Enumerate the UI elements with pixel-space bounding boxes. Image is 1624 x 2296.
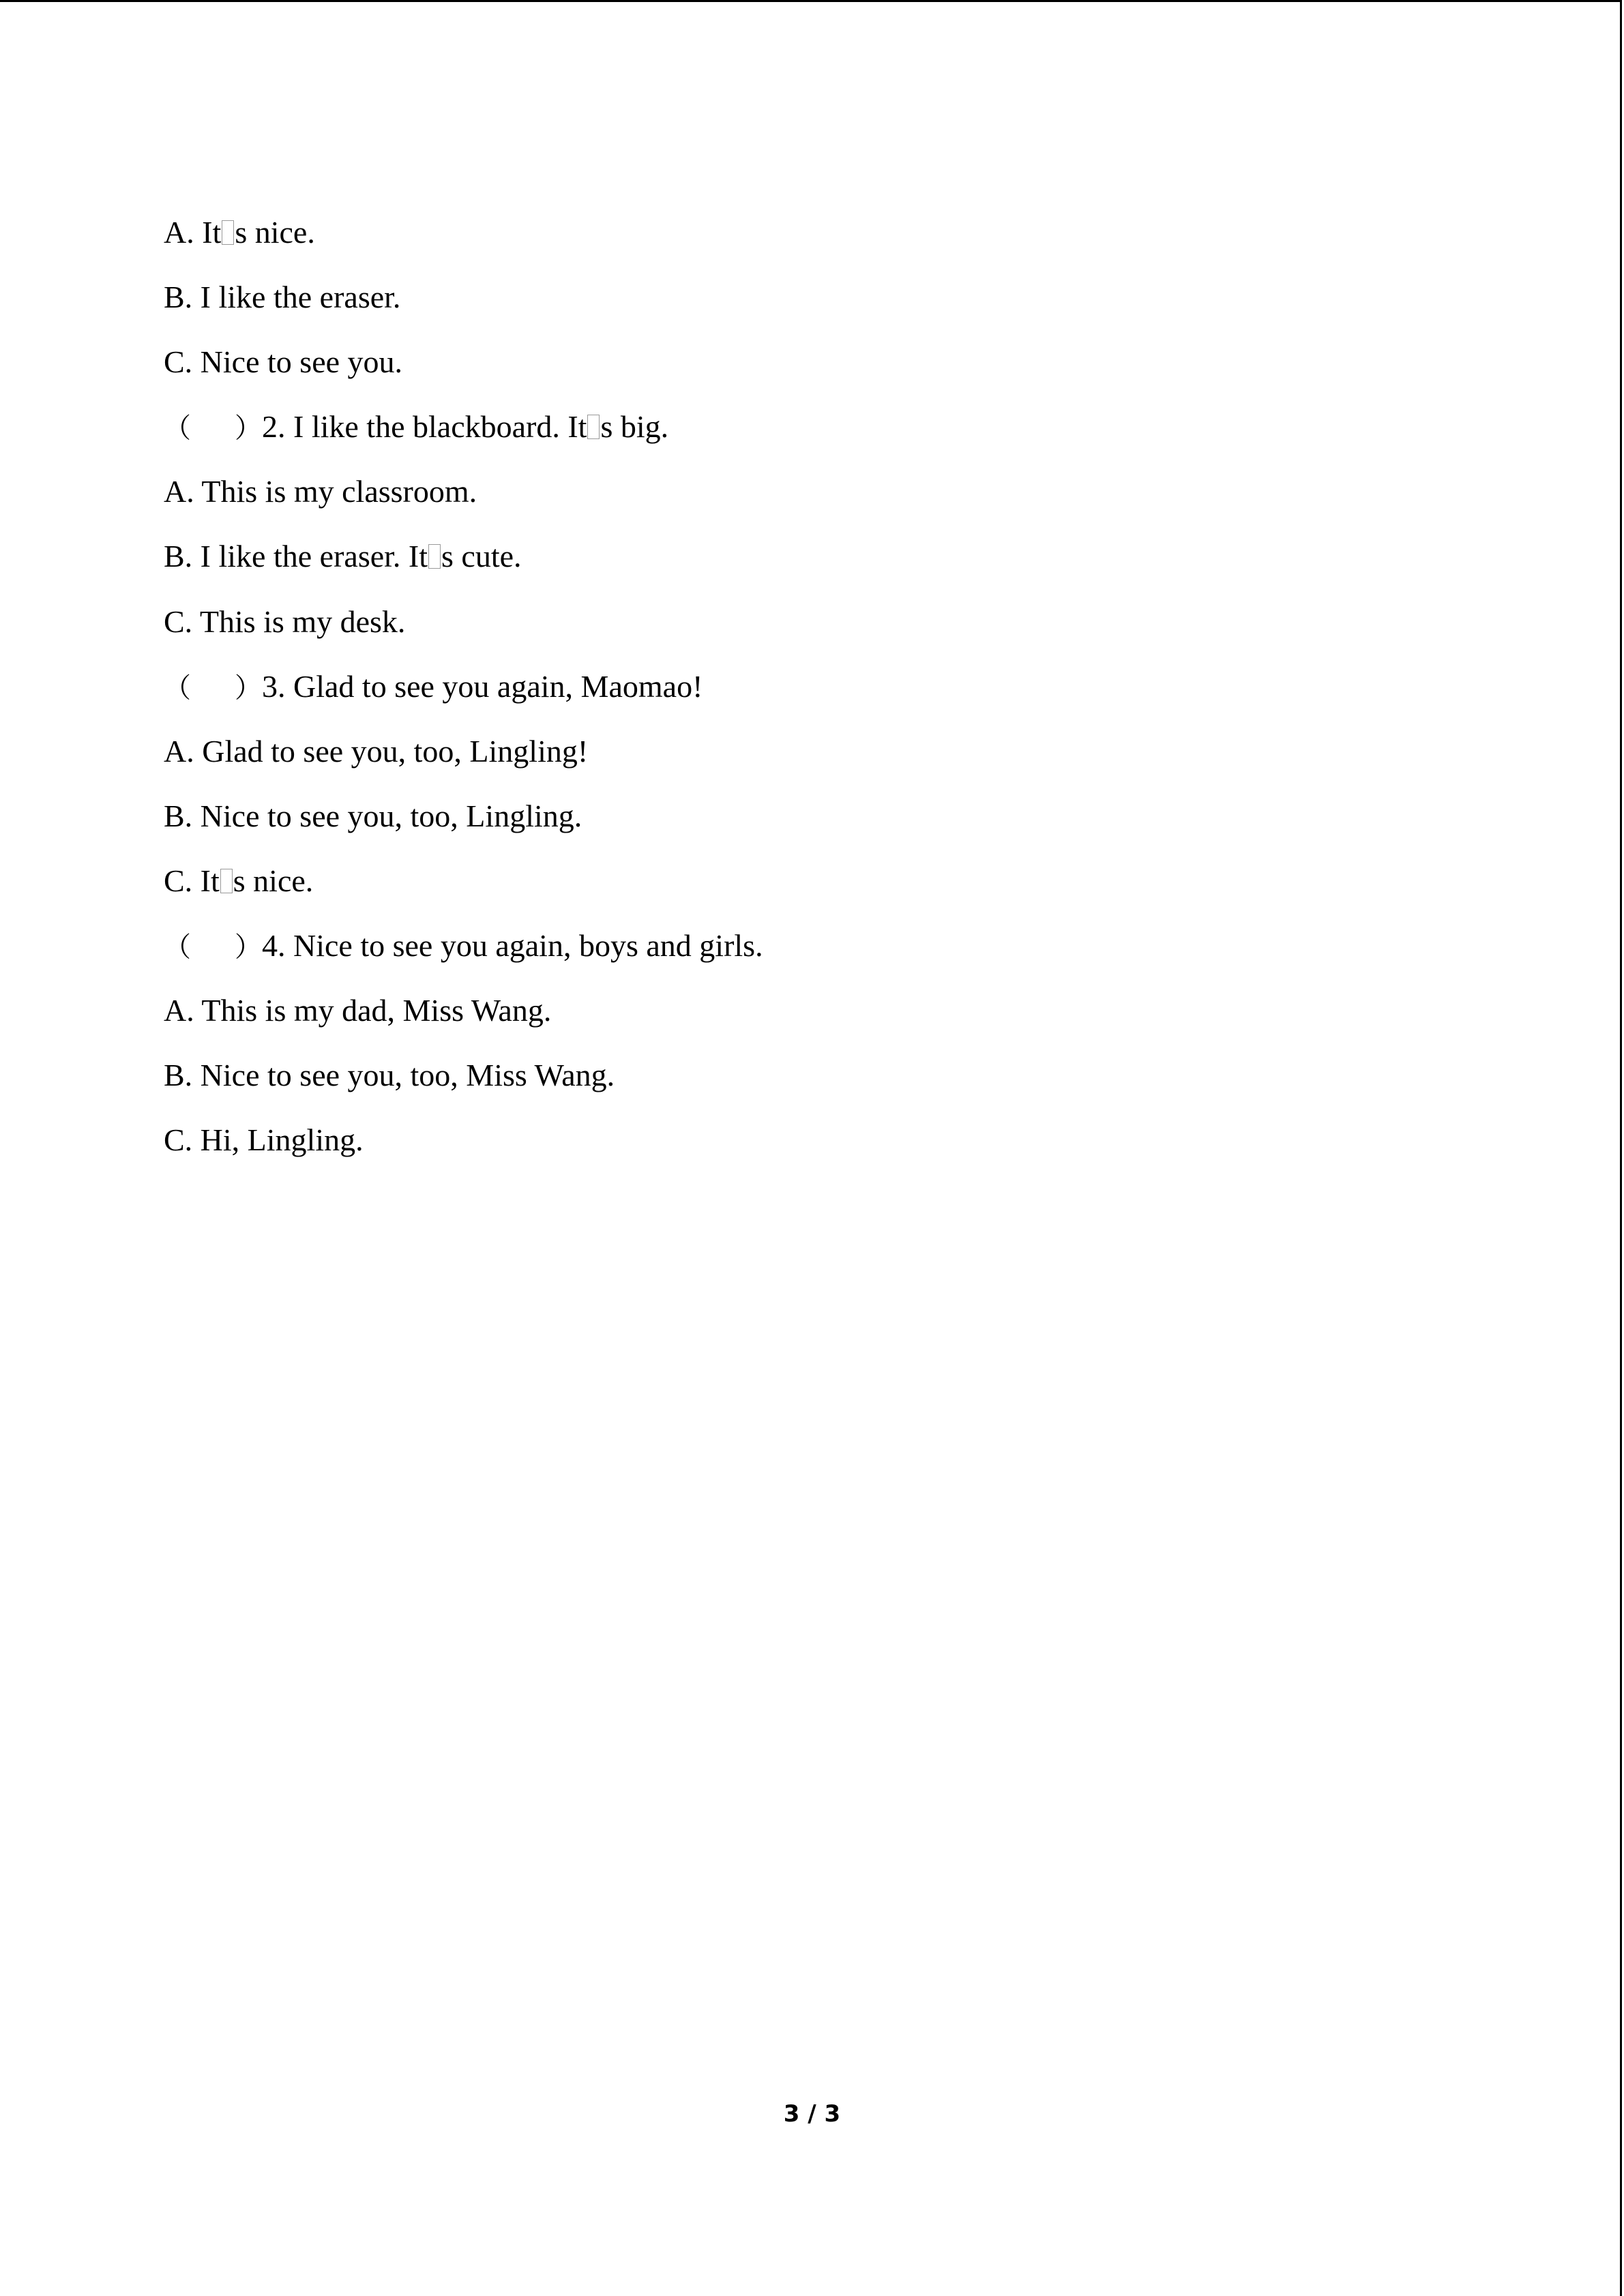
answer-paren-close: ） [235, 413, 262, 445]
missing-glyph-icon [428, 544, 441, 569]
missing-glyph-icon [222, 220, 234, 245]
option-line: A. This is my dad, Miss Wang. [164, 993, 552, 1028]
answer-paren-open: （ [164, 413, 191, 445]
question-line: （ ）3. Glad to see you again, Maomao! [164, 661, 1460, 726]
option-line: B. Nice to see you, too, Lingling. [164, 798, 582, 833]
option-line: C. It s nice. [164, 863, 314, 898]
option-line: A. It s nice. [164, 215, 315, 250]
option-line: C. Hi, Lingling. [164, 1122, 364, 1158]
page-number: 3 / 3 [783, 2100, 841, 2128]
answer-paren-close: ） [235, 931, 262, 964]
option-line: B. Nice to see you, too, Miss Wang. [164, 1058, 615, 1093]
answer-paren-close: ） [235, 672, 262, 704]
option-line: A. This is my classroom. [164, 474, 477, 509]
option-line: B. I like the eraser. It s cute. [164, 539, 522, 574]
question-line: （ ）4. Nice to see you again, boys and girls. [164, 920, 1460, 985]
option-line: C. This is my desk. [164, 603, 406, 639]
missing-glyph-icon [220, 869, 233, 893]
option-line: A. Glad to see you, too, Lingling! [164, 733, 589, 769]
missing-glyph-icon [587, 415, 600, 439]
question-line: （ ）2. I like the blackboard. It s big. [164, 401, 1460, 466]
exercise-content [164, 207, 1460, 1179]
answer-paren-open: （ [164, 672, 191, 704]
option-line: B. I like the eraser. [164, 280, 401, 315]
answer-paren-open: （ [164, 931, 191, 964]
option-line: C. Nice to see you. [164, 344, 403, 380]
